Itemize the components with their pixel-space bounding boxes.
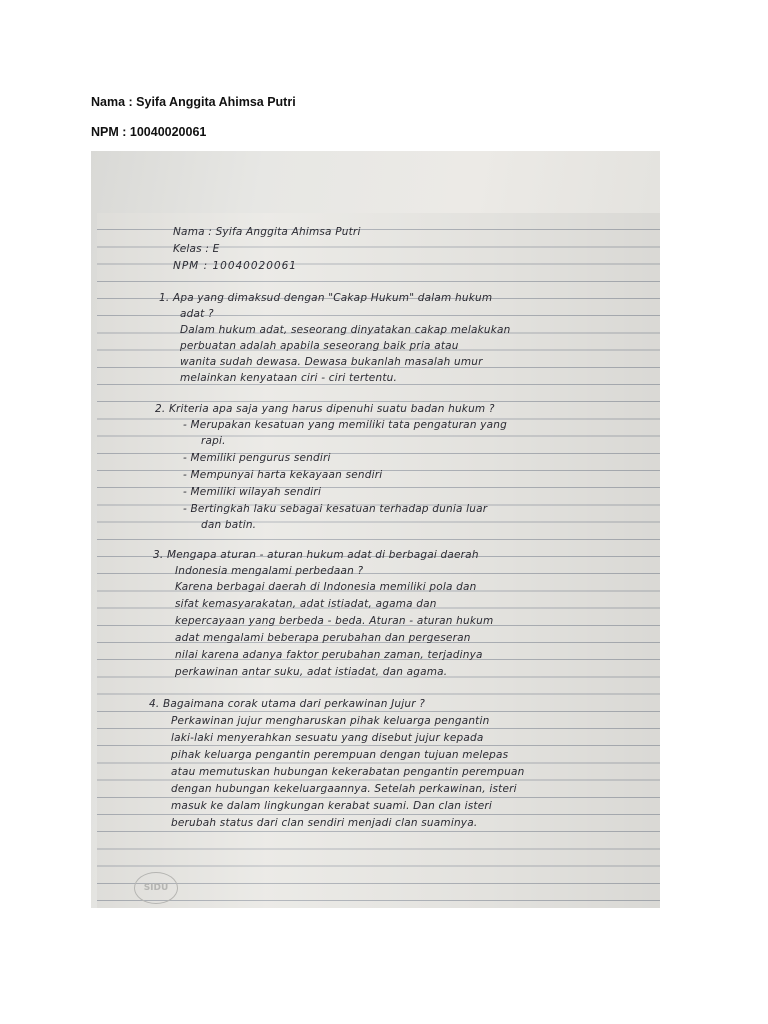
note-class: Kelas : E: [173, 243, 220, 255]
answer-4-line: berubah status dari clan sendiri menjadi clan suaminya.: [171, 817, 478, 829]
paper-brand-logo: SIDU: [134, 872, 178, 904]
answer-3-line: Karena berbagai daerah di Indonesia memiliki pola dan: [175, 581, 477, 593]
handwritten-note-photo: [91, 151, 660, 908]
answer-4-line: laki-laki menyerahkan sesuatu yang disebut jujur kepada: [171, 732, 484, 744]
answer-2-line: - Merupakan kesatuan yang memiliki tata pengaturan yang: [183, 419, 507, 431]
student-name-header: Nama : Syifa Anggita Ahimsa Putri: [91, 95, 296, 109]
answer-1-line: melainkan kenyataan ciri - ciri tertentu.: [180, 372, 398, 384]
student-npm-header: NPM : 10040020061: [91, 125, 207, 139]
question-1-line: 1. Apa yang dimaksud dengan "Cakap Hukum" dalam hukum: [159, 292, 493, 304]
note-npm: NPM : 10040020061: [173, 260, 297, 272]
answer-4-line: masuk ke dalam lingkungan kerabat suami. Dan clan isteri: [171, 800, 492, 812]
answer-4-line: pihak keluarga pengantin perempuan dengan tujuan melepas: [171, 749, 509, 761]
answer-3-line: kepercayaan yang berbeda - beda. Aturan - aturan hukum: [175, 615, 494, 627]
answer-2-line: - Memiliki wilayah sendiri: [183, 486, 322, 498]
note-name: Nama : Syifa Anggita Ahimsa Putri: [173, 226, 361, 238]
question-4-line: 4. Bagaimana corak utama dari perkawinan Jujur ?: [149, 698, 426, 710]
answer-2-line: - Memiliki pengurus sendiri: [183, 452, 331, 464]
answer-3-line: nilai karena adanya faktor perubahan zaman, terjadinya: [175, 649, 483, 661]
question-2-line: 2. Kriteria apa saja yang harus dipenuhi suatu badan hukum ?: [155, 403, 495, 415]
answer-2-line: dan batin.: [201, 519, 257, 531]
answer-1-line: Dalam hukum adat, seseorang dinyatakan cakap melakukan: [180, 324, 511, 336]
question-3-line: Indonesia mengalami perbedaan ?: [175, 565, 364, 577]
answer-4-line: atau memutuskan hubungan kekerabatan pengantin perempuan: [171, 766, 525, 778]
answer-4-line: Perkawinan jujur mengharuskan pihak keluarga pengantin: [171, 715, 490, 727]
answer-2-line: - Bertingkah laku sebagai kesatuan terhadap dunia luar: [183, 503, 488, 515]
question-3-line: 3. Mengapa aturan - aturan hukum adat di berbagai daerah: [153, 549, 479, 561]
answer-3-line: sifat kemasyarakatan, adat istiadat, agama dan: [175, 598, 437, 610]
answer-2-line: rapi.: [201, 435, 226, 447]
answer-3-line: perkawinan antar suku, adat istiadat, dan agama.: [175, 666, 448, 678]
answer-2-line: - Mempunyai harta kekayaan sendiri: [183, 469, 383, 481]
answer-3-line: adat mengalami beberapa perubahan dan pergeseran: [175, 632, 471, 644]
answer-1-line: wanita sudah dewasa. Dewasa bukanlah masalah umur: [180, 356, 483, 368]
answer-4-line: dengan hubungan kekeluargaannya. Setelah perkawinan, isteri: [171, 783, 517, 795]
answer-1-line: perbuatan adalah apabila seseorang baik pria atau: [180, 340, 459, 352]
question-1-line: adat ?: [180, 308, 214, 320]
lined-paper: [97, 213, 660, 908]
